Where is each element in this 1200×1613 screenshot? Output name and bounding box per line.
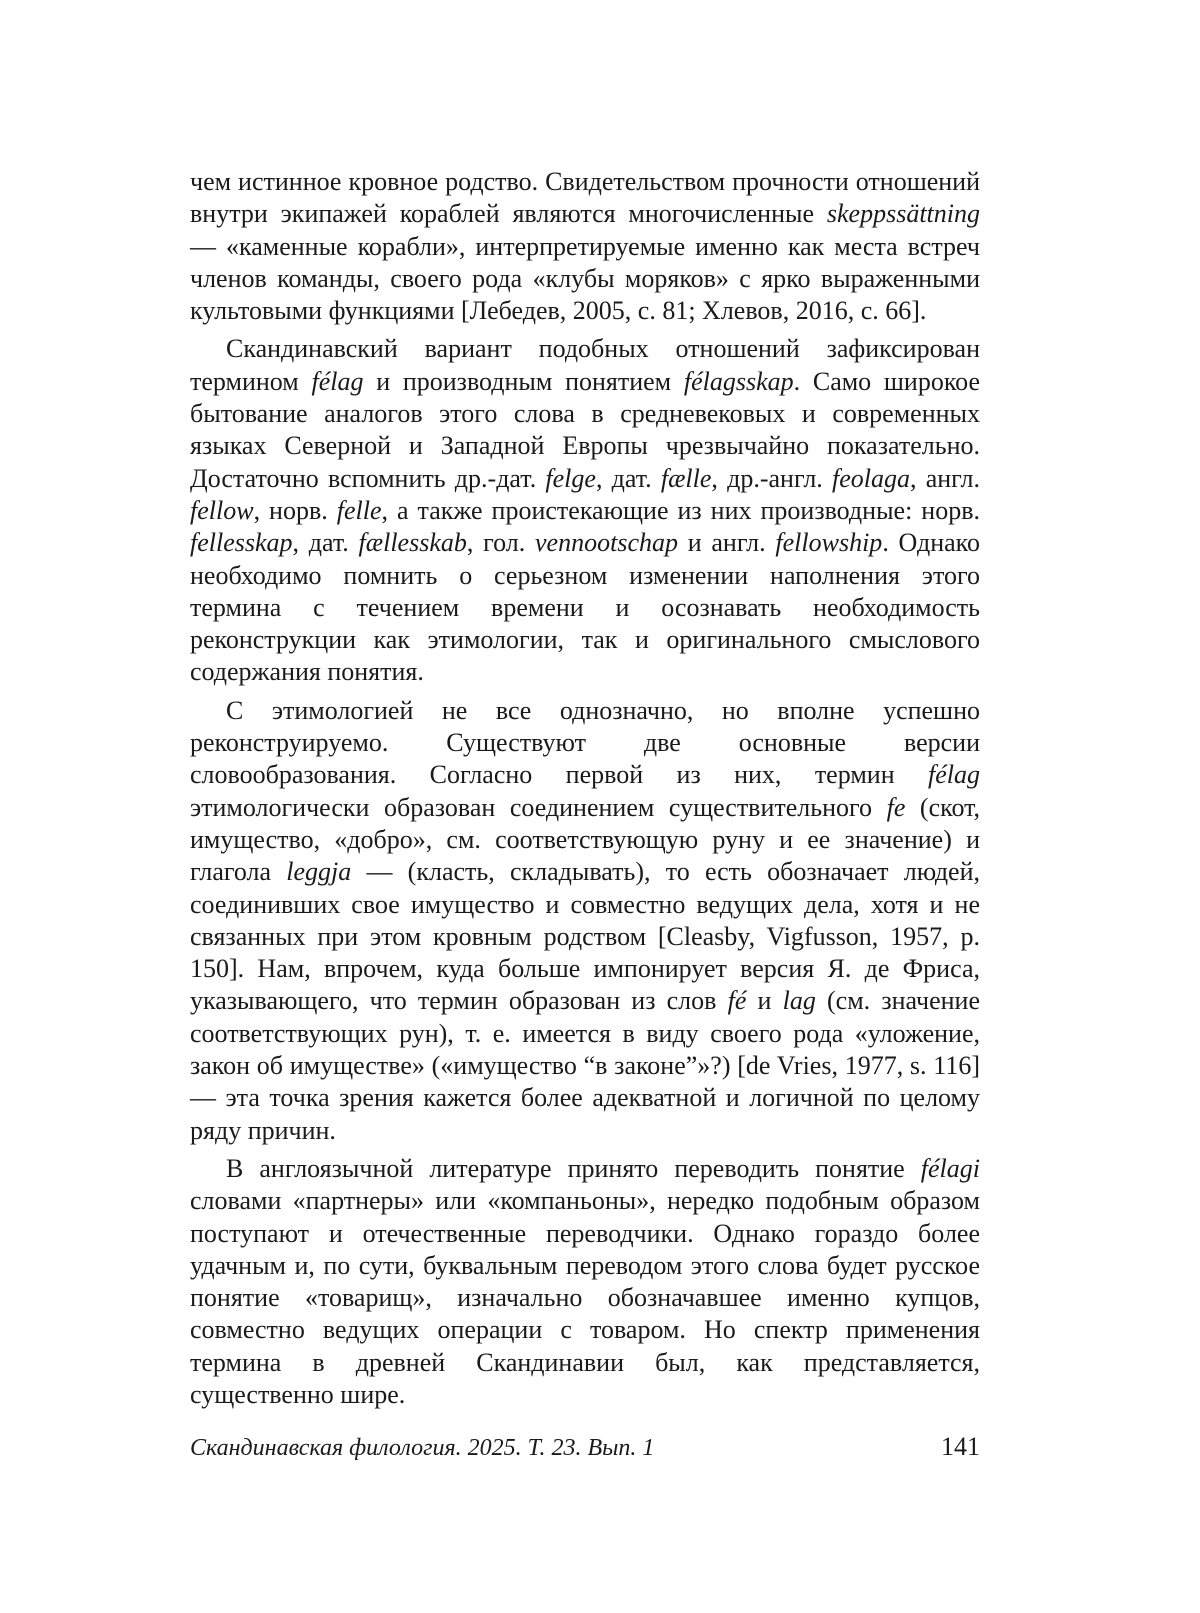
- italic-term: vennootschap: [535, 528, 678, 558]
- italic-term: lag: [782, 986, 816, 1016]
- text-segment: Скандинавский вариант подобных отношений зафиксирован термином: [190, 334, 980, 396]
- italic-term: fellowship: [775, 528, 883, 558]
- italic-term: felge: [545, 463, 596, 493]
- paragraph-1: [190, 166, 980, 327]
- text-segment: и англ.: [677, 528, 776, 558]
- text-segment: (см. значение соответствующих рун), т. е. имеется в виду своего рода «уложение, закон об имуществе» («имущество “в законе”»?) [de Vries, 1977, s. 116] — эта точка зрения кажется более адекватной и логичной по целому ряду причин.: [190, 986, 980, 1145]
- text-segment: словами «партнеры» или «компаньоны», нередко подобным образом поступают и отечественные переводчики. Однако гораздо более удачным и, по сути, буквальным переводом этого слова будет русское понятие «товарищ», изначально обозначавшее именно купцов, совместно ведущих операции с товаром. Но спектр применения термина в древней Скандинавии был, как представляется, существенно шире.: [190, 1186, 980, 1409]
- italic-term: félag: [311, 366, 364, 396]
- italic-term: félagsskap: [683, 366, 794, 396]
- text-segment: , а также проистекающие из них производные: норв.: [381, 495, 980, 525]
- text-segment: — «каменные корабли», интерпретируемые именно как места встреч членов команды, своего рода «клубы моряков» с ярко выраженными культовыми функциями [Лебедев, 2005, с. 81; Хлевов, 2016, с. 66].: [190, 231, 980, 326]
- text-segment: , гол.: [466, 528, 536, 558]
- journal-citation: Скандинавская филология. 2025. Т. 23. Вып. 1: [190, 1435, 655, 1461]
- text-segment: и производным понятием: [363, 366, 684, 396]
- italic-term: fælle: [660, 463, 712, 493]
- page-number: 141: [941, 1432, 980, 1461]
- text-segment: этимологически образован соединением существительного: [190, 792, 887, 822]
- text-segment: В англоязычной литературе принято переводить понятие: [226, 1153, 921, 1183]
- text-segment: , др.-англ.: [711, 463, 832, 493]
- text-segment: и: [746, 986, 783, 1016]
- italic-term: fe: [886, 792, 906, 822]
- italic-term: fellesskap: [190, 528, 293, 558]
- italic-term: leggja: [286, 857, 352, 887]
- paragraph-4: [190, 1153, 980, 1411]
- text-segment: . Само широкое бытование аналогов этого слова в средневековых и современных языках Северной и Западной Европы чрезвычайно показательно. Достаточно вспомнить др.-дат.: [190, 366, 981, 493]
- text-segment: , англ.: [910, 463, 980, 493]
- italic-term: felle: [336, 495, 382, 525]
- text-segment: . Однако необходимо помнить о серьезном изменении наполнения этого термина с течением времени и осознавать необходимость реконструкции как этимологии, так и оригинального смыслового содержания понятия.: [190, 528, 980, 687]
- page-footer: [190, 1432, 980, 1462]
- text-segment: , дат.: [595, 463, 661, 493]
- text-segment: С этимологией не все однозначно, но вполне успешно реконструируемо. Существуют две основные версии словообразования. Согласно первой из них, термин: [190, 695, 980, 790]
- italic-term: skeppssättning: [826, 199, 980, 229]
- paragraph-3: [190, 695, 980, 1147]
- text-segment: , дат.: [292, 528, 359, 558]
- text-segment: , норв.: [253, 495, 337, 525]
- italic-term: fé: [727, 986, 747, 1016]
- text-segment: чем истинное кровное родство. Свидетельством прочности отношений внутри экипажей кораблей являются многочисленные: [190, 167, 980, 229]
- italic-term: félag: [928, 760, 980, 790]
- italic-term: feolaga: [832, 463, 910, 493]
- italic-term: fellow: [190, 495, 254, 525]
- italic-term: fællesskab: [358, 528, 467, 558]
- paragraph-2: [190, 333, 980, 688]
- body-text: [190, 166, 980, 1411]
- text-segment: — (класть, складывать), то есть обозначает людей, соединивших свое имущество и совместно ведущих дела, хотя и не связанных при этом кровным родством [Cleasby, Vigfusson, 1957, p. 150]. Нам, впрочем, куда больше импонирует версия Я. де Фриса, указывающего, что термин образован из слов: [190, 857, 980, 1016]
- italic-term: félagi: [920, 1153, 980, 1183]
- text-segment: (скот, имущество, «добро», см. соответствующую руну и ее значение) и глагола: [190, 792, 981, 887]
